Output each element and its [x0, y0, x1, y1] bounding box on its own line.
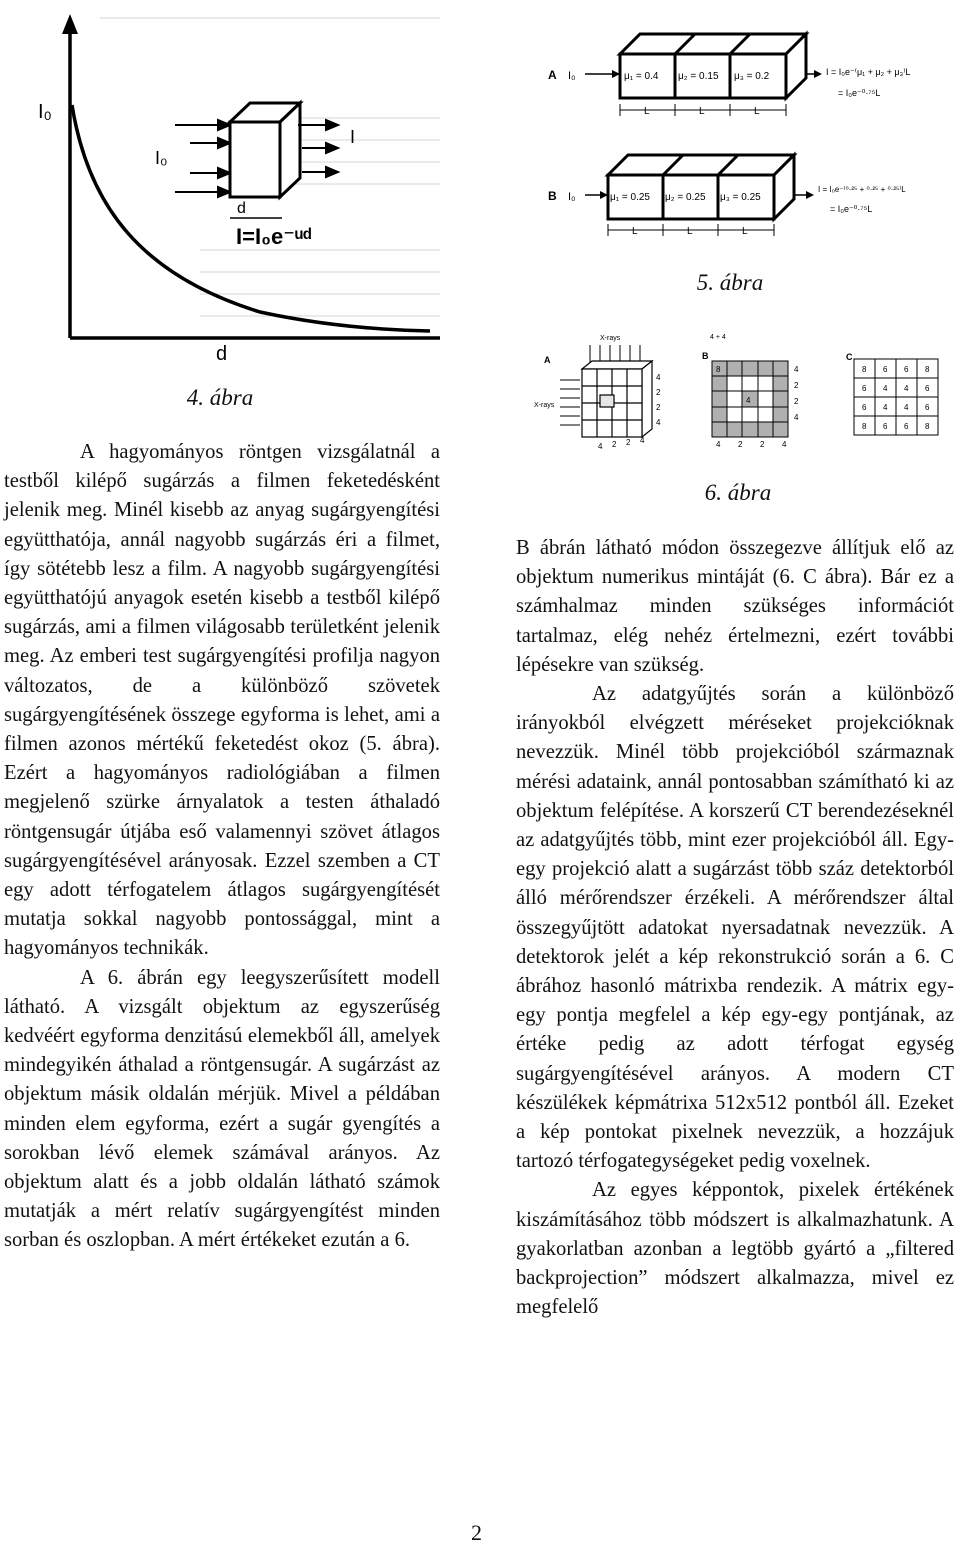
figure-5-row-b-result2: = I₀e⁻⁰·⁷⁵L	[830, 204, 873, 214]
left-paragraph-1: A hagyományos röntgen vizsgálatnál a testből kilépő sugárzás a filmen feketedésként jelenik meg. Minél kisebb az anyag sugárgyengítési együtthatója, annál nagyobb sugárzás éri a filmet, így sötétebb lesz a film. A nagyobb sugárgyengítési együtthatójú anyagok esetén kisebb a testből kilépő sugárzás, ami a filmen világosabb területként jelenik meg. Az emberi test sugárgyengítési profilja nagyon változatos, de a különböző szövetek sugárgyengítésének összege egyforma is lehet, ami a filmen azonos mértékű feketedést okoz (5. ábra). Ezért a hagyományos radiológiában a filmen megjelenő szürke árnyalatok a testen áthaladó röntgensugár útjába eső valamennyi szövet átlagos sugárgyengítésével arányosak. Ezzel szemben a CT egy adott térfogatelem átlagos sugárgyengítését mutatja sokkal nagyobb pontossággal, mint a hagyományos technikák.	[4, 441, 440, 960]
figure-5-attenuation-blocks	[540, 10, 960, 250]
figure-6-panel-c-cell: 8	[925, 365, 930, 374]
figure-5-row-a-blocks	[620, 34, 806, 98]
figure-6-panel-a-right-values	[656, 373, 661, 427]
figure-4-formula: I=I₀e⁻ᵘᵈ	[236, 224, 312, 249]
page-number: 2	[471, 1520, 482, 1545]
figure-6-panel-c-cell: 6	[883, 365, 888, 374]
figure-4-slab	[230, 103, 300, 197]
figure-4-outgoing-label: I	[350, 127, 356, 147]
figure-6-caption: 6. ábra	[704, 480, 772, 505]
figure-4-incoming-label: I₀	[155, 148, 168, 168]
figure-5-length-b1: L	[632, 226, 638, 237]
right-paragraph-2: Az adatgyűjtés során a különböző irányokból elvégzett méréseket projekcióknak nevezzük. Minél több projekcióból származnak mérési adataink, annál pontosabban számítható ki az objektum felépítése. A korszerű CT berendezéseknél az adatgyűjtés több, mint ezer projekcióból áll. Egy-egy projekció alatt a sugárzást több száz detektorból álló mérőrendszer érzékeli. A mérőrendszer által összegyűjtött adatokat nyersadatnak nevezzük. A detektorok jelét a kép rekonstrukció során a 6. C ábrához hasonló mátrixba rendezik. A mátrix egy-egy pontja megfelel a kép egy-egy pontjának, az értéke pedig az adott térfogat egység sugárgyengítésével arányos. A modern CT készülékek képmátrixa 512x512 pontból áll. Ezeket a kép pontokat pixelnek nevezzük, a hozzájuk tartozó térfogategységeket pedig voxelnek.	[516, 683, 954, 1173]
figure-4-caption: 4. ábra	[186, 385, 254, 410]
figure-5-length-a3: L	[754, 106, 760, 117]
figure-5-row-a-mu3: μ₃ = 0.2	[734, 71, 770, 82]
left-text-column	[4, 438, 440, 1256]
figure-6-panel-b-cell-mid: 4	[746, 396, 751, 405]
figure-6-panel-b-top-label: 4 + 4	[710, 334, 726, 341]
figure-4-attenuation-curve	[0, 0, 440, 375]
figure-5-row-b-mu1: μ₁ = 0.25	[610, 192, 650, 203]
figure-5-row-b-input: I₀	[568, 191, 576, 203]
figure-6-panel-a-right-value: 2	[656, 388, 661, 397]
figure-6-panel-c-cell: 8	[862, 422, 867, 431]
figure-6-panel-b-right-value: 4	[794, 413, 799, 422]
figure-6-panel-a-bottom-value: 2	[612, 440, 617, 449]
figure-6-panel-c-letter: C	[846, 352, 853, 362]
figure-6-panel-c-cell: 6	[925, 384, 930, 393]
figure-6-panel-a-cube	[582, 361, 652, 437]
left-paragraph-2: A 6. ábrán egy leegyszerűsített modell látható. A vizsgált objektum az egyszerűség kedvéért egyforma denzitású elemekből áll, amelyek mindegyikén áthalad a röntgensugár. A sugárzást az objektum másik oldalán mérjük. Mivel a példában minden elem egyforma, ezért a sugár gyengítés a sorokban lévő elemek számával arányos. Az objektum alatt és a jobb oldalán látható számok mutatják a mért relatív sugárgyengítést minden sorban és oszlopban. A mért értékeket ezután a 6.	[4, 966, 440, 1252]
figure-5-row-a-result2: = I₀e⁻⁰·⁷⁵L	[838, 88, 881, 98]
figure-5-row-a-letter: A	[548, 68, 557, 82]
figure-6-panel-a-right-value: 4	[656, 418, 661, 427]
figure-5-row-b-result1: I = I₀e⁻⁽⁰·²⁵ + ⁰·²⁵ + ⁰·²⁵⁾L	[818, 185, 906, 194]
figure-5-row-a-mu2: μ₂ = 0.15	[678, 71, 719, 82]
figure-6-panel-b-bottom-value: 4	[716, 440, 721, 449]
figure-6-panel-c-cell: 4	[904, 403, 909, 412]
figure-6-panel-a-top-label: X-rays	[600, 335, 621, 342]
figure-5-caption: 5. ábra	[696, 270, 764, 295]
figure-6-panel-b-bottom-value: 2	[760, 440, 765, 449]
figure-5-row-b-mu3: μ₃ = 0.25	[720, 192, 761, 203]
figure-6-panel-a-letter: A	[544, 355, 551, 365]
figure-6-panel-c-cell: 6	[862, 403, 867, 412]
figure-6-panel-a-bottom-value: 4	[640, 436, 645, 445]
figure-6-panel-b-right-value: 4	[794, 365, 799, 374]
figure-6-panel-c-cell: 4	[883, 384, 888, 393]
figure-6-panel-c-cell: 8	[925, 422, 930, 431]
figure-6-panel-c-cell: 6	[862, 384, 867, 393]
figure-6-panel-b-right-values	[794, 365, 799, 422]
figure-6-panel-a-side-arrows	[560, 380, 580, 425]
figure-6-panel-b-cell-top: 8	[716, 365, 721, 374]
figure-6-panel-c-cell: 6	[904, 365, 909, 374]
figure-6-panel-c-cell: 6	[883, 422, 888, 431]
figure-4-y-label: I₀	[38, 101, 52, 123]
figure-6-panel-a-bottom-values	[598, 436, 645, 451]
figure-4-x-label: d	[216, 343, 228, 365]
figure-5-length-b2: L	[687, 226, 693, 237]
figure-6-panel-b-right-value: 2	[794, 397, 799, 406]
figure-6-panel-a-bottom-value: 2	[626, 438, 631, 447]
figure-6-panel-b-bottom-values	[716, 440, 787, 449]
figure-6-panel-c-cell: 6	[904, 422, 909, 431]
figure-5-row-b-mu2: μ₂ = 0.25	[665, 192, 706, 203]
figure-6-panel-a-bottom-value: 4	[598, 442, 603, 451]
figure-5-length-a2: L	[699, 106, 705, 117]
figure-6-panel-c-cell: 8	[862, 365, 867, 374]
figure-6-panel-b-letter: B	[702, 351, 709, 361]
figure-6-panel-b-bottom-value: 4	[782, 440, 787, 449]
figure-5-length-b3: L	[742, 226, 748, 237]
figure-6-panel-c-cell: 4	[904, 384, 909, 393]
figure-5-row-b-letter: B	[548, 189, 557, 203]
figure-4-thickness-label: d	[237, 200, 246, 217]
figure-6-panel-a-right-value: 2	[656, 403, 661, 412]
right-paragraph-1: B ábrán látható módon összegezve állítjuk elő az objektum numerikus mintáját (6. C ábra). Bár ez a számhalmaz minden szükséges információt tartalmaz, elég nehéz értelmezni, ezért további lépésekre van szükség.	[516, 537, 954, 676]
figure-5-row-a-result1: I = I₀e⁻⁽μ₁ + μ₂ + μ₃⁾L	[826, 67, 911, 77]
figure-6-panel-a-side-label: X-rays	[534, 402, 555, 409]
figure-5-length-a1: L	[644, 106, 650, 117]
figure-6-panel-b-right-value: 2	[794, 381, 799, 390]
figure-5-row-a-input: I₀	[568, 70, 576, 82]
figure-6-panel-a-right-value: 4	[656, 373, 661, 382]
right-paragraph-3: Az egyes képpontok, pixelek értékének kiszámításához több módszert is alkalmazhatunk. A gyakorlatban azonban a legtöbb gyártó a „filtered backprojection” módszert alkalmazza, mivel ez megfelelő	[516, 1179, 954, 1319]
figure-5-row-a-mu1: μ₁ = 0.4	[624, 71, 659, 82]
figure-5-row-b-blocks	[608, 155, 794, 219]
figure-6-panel-c-cell: 6	[925, 403, 930, 412]
right-text-column	[516, 534, 954, 1322]
figure-6-ct-model	[530, 325, 950, 455]
figure-6-panel-b-bottom-value: 2	[738, 440, 743, 449]
figure-6-panel-c-cell: 4	[883, 403, 888, 412]
